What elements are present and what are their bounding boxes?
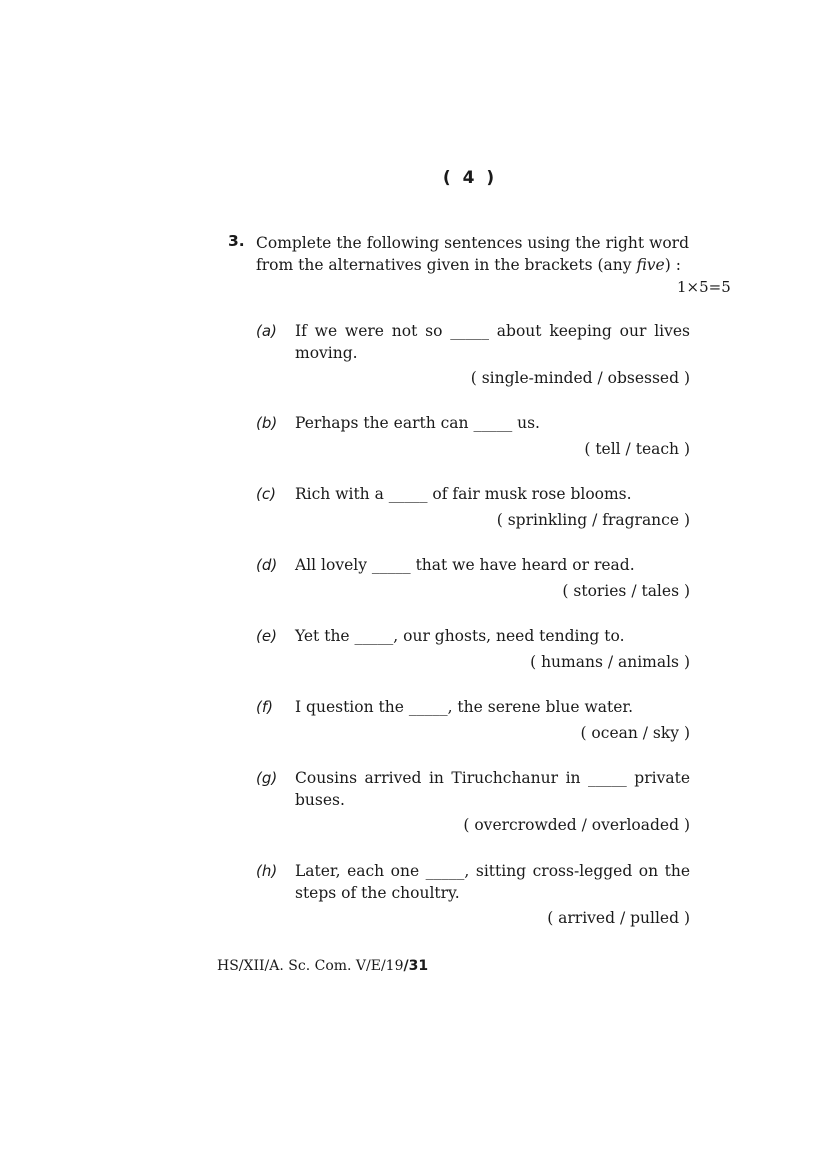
item-a (256, 321, 690, 390)
footer-code-text: HS/XII/A. Sc. Com. V/E/19 (217, 958, 404, 974)
item-label: (f) (256, 698, 273, 716)
item-h (256, 861, 690, 930)
item-label: (a) (256, 322, 277, 340)
instruction-text: Complete the following sentences using the right word from the alternatives given in the brackets (any (256, 234, 689, 274)
marks-allocation: 1×5=5 (677, 278, 731, 296)
item-choices: ( overcrowded / overloaded ) (463, 816, 690, 834)
item-choices: ( humans / animals ) (530, 652, 690, 671)
item-label: (b) (256, 414, 278, 432)
item-g (256, 768, 690, 837)
item-choices: ( ocean / sky ) (580, 723, 690, 742)
item-label: (g) (256, 769, 278, 787)
item-c (256, 484, 690, 531)
item-choices: ( tell / teach ) (584, 439, 690, 458)
item-d (256, 555, 690, 602)
item-sentence: Perhaps the earth can _____ us. (295, 414, 540, 432)
footer-code-suffix: /31 (403, 958, 429, 974)
item-sentence: Rich with a _____ of fair musk rose blooms. (295, 485, 632, 503)
footer-code (217, 958, 428, 974)
item-sentence: Cousins arrived in Tiruchchanur in _____ private buses. (295, 769, 690, 809)
item-sentence: If we were not so _____ about keeping our lives moving. (295, 322, 690, 362)
item-f (256, 697, 690, 744)
item-choices: ( stories / tales ) (562, 581, 690, 600)
item-sentence: All lovely _____ that we have heard or read. (295, 556, 635, 574)
item-label: (h) (256, 862, 278, 880)
instruction-text-end: ) : (664, 256, 681, 274)
item-choices: ( sprinkling / fragrance ) (496, 510, 690, 529)
question-number: 3. (228, 232, 245, 250)
item-label: (c) (256, 485, 276, 503)
item-choices: ( single-minded / obsessed ) (470, 369, 690, 387)
item-label: (d) (256, 556, 278, 574)
page-number: ( 4 ) (442, 168, 498, 188)
item-b (256, 413, 690, 460)
item-label: (e) (256, 627, 277, 645)
item-e (256, 626, 690, 673)
item-sentence: Yet the _____, our ghosts, need tending to. (295, 627, 625, 645)
item-sentence: I question the _____, the serene blue water. (295, 698, 634, 716)
item-choices: ( arrived / pulled ) (547, 909, 690, 927)
instruction-emphasis: five (636, 256, 665, 274)
item-sentence: Later, each one _____, sitting cross-legged on the steps of the choultry. (295, 862, 690, 902)
question-instruction (256, 232, 689, 276)
